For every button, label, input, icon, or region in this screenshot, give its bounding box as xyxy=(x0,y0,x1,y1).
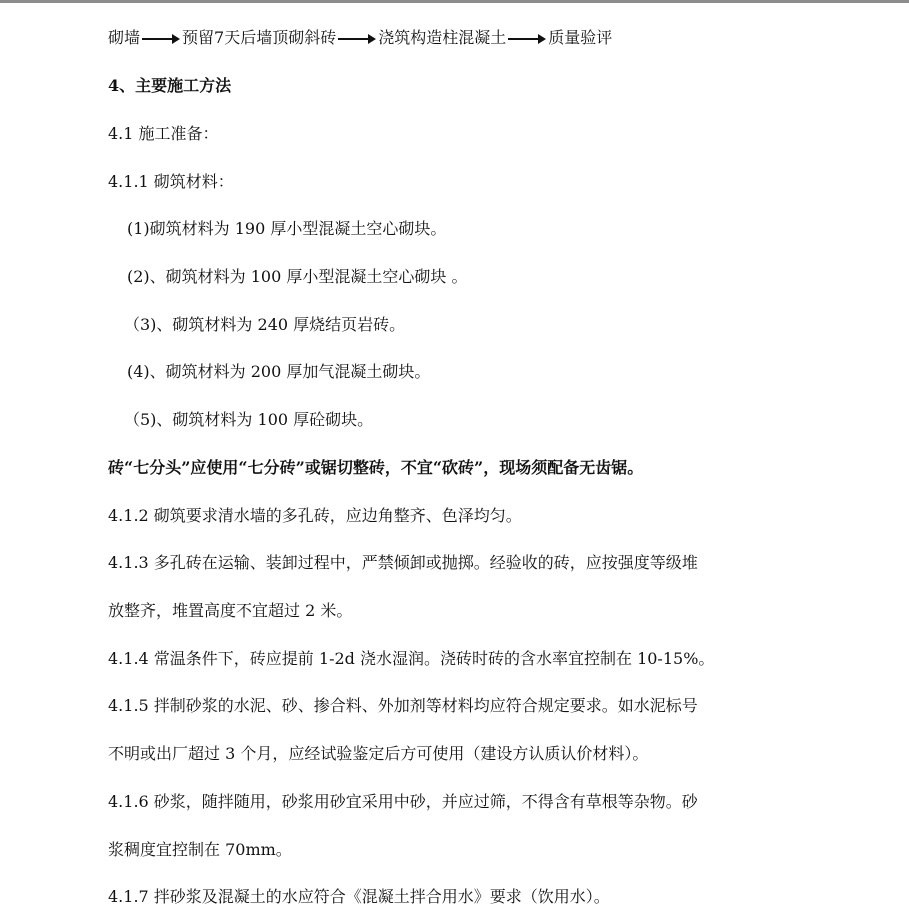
material-item: (1)砌筑材料为 190 厚小型混凝土空心砌块。 xyxy=(127,219,447,238)
material-item: (2)、砌筑材料为 100 厚小型混凝土空心砌块 。 xyxy=(127,267,468,286)
flow-step-3: 浇筑构造柱混凝土 xyxy=(378,28,507,47)
paragraph-4-1-3: 4.1.3 多孔砖在运输、装卸过程中，严禁倾卸或抛掷。经验收的砖，应按强度等级堆 xyxy=(108,553,698,572)
subsection-4-1-1: 4.1.1 砌筑材料： xyxy=(108,172,234,191)
paragraph-4-1-7: 4.1.7 拌砂浆及混凝土的水应符合《混凝土拌合用水》要求（饮用水）。 xyxy=(108,887,610,906)
paragraph-4-1-3-cont: 放整齐，堆置高度不宜超过 2 米。 xyxy=(108,601,353,620)
flow-step-4: 质量验评 xyxy=(548,28,613,47)
subsection-4-1: 4.1 施工准备： xyxy=(108,124,219,143)
arrow-right-icon xyxy=(142,34,180,44)
material-item: （3)、砌筑材料为 240 厚烧结页岩砖。 xyxy=(124,315,406,334)
paragraph-4-1-2: 4.1.2 砌筑要求清水墙的多孔砖，应边角整齐、色泽均匀。 xyxy=(108,506,522,525)
material-item: (4)、砌筑材料为 200 厚加气混凝土砌块。 xyxy=(127,362,431,381)
paragraph-4-1-5-cont: 不明或出厂超过 3 个月，应经试验鉴定后方可使用（建设方认质认价材料）。 xyxy=(108,744,649,763)
arrow-right-icon xyxy=(338,34,376,44)
flow-step-2: 预留7天后墙顶砌斜砖 xyxy=(182,28,337,47)
section-heading: 4、主要施工方法 xyxy=(108,76,232,95)
process-flow xyxy=(108,28,612,48)
top-border xyxy=(0,0,909,3)
flow-step-1: 砌墙 xyxy=(108,28,141,47)
bold-note: 砖“七分头”应使用“七分砖”或锯切整砖，不宜“砍砖”，现场须配备无齿锯。 xyxy=(108,458,644,477)
paragraph-4-1-6: 4.1.6 砂浆，随拌随用，砂浆用砂宜采用中砂，并应过筛，不得含有草根等杂物。砂 xyxy=(108,792,698,811)
material-item: （5)、砌筑材料为 100 厚砼砌块。 xyxy=(124,410,374,429)
paragraph-4-1-6-cont: 浆稠度宜控制在 70mm。 xyxy=(108,840,292,859)
paragraph-4-1-4: 4.1.4 常温条件下，砖应提前 1-2d 浇水湿润。浇砖时砖的含水率宜控制在 10-15%。 xyxy=(108,649,715,668)
arrow-right-icon xyxy=(508,34,546,44)
paragraph-4-1-5: 4.1.5 拌制砂浆的水泥、砂、掺合料、外加剂等材料均应符合规定要求。如水泥标号 xyxy=(108,696,698,715)
